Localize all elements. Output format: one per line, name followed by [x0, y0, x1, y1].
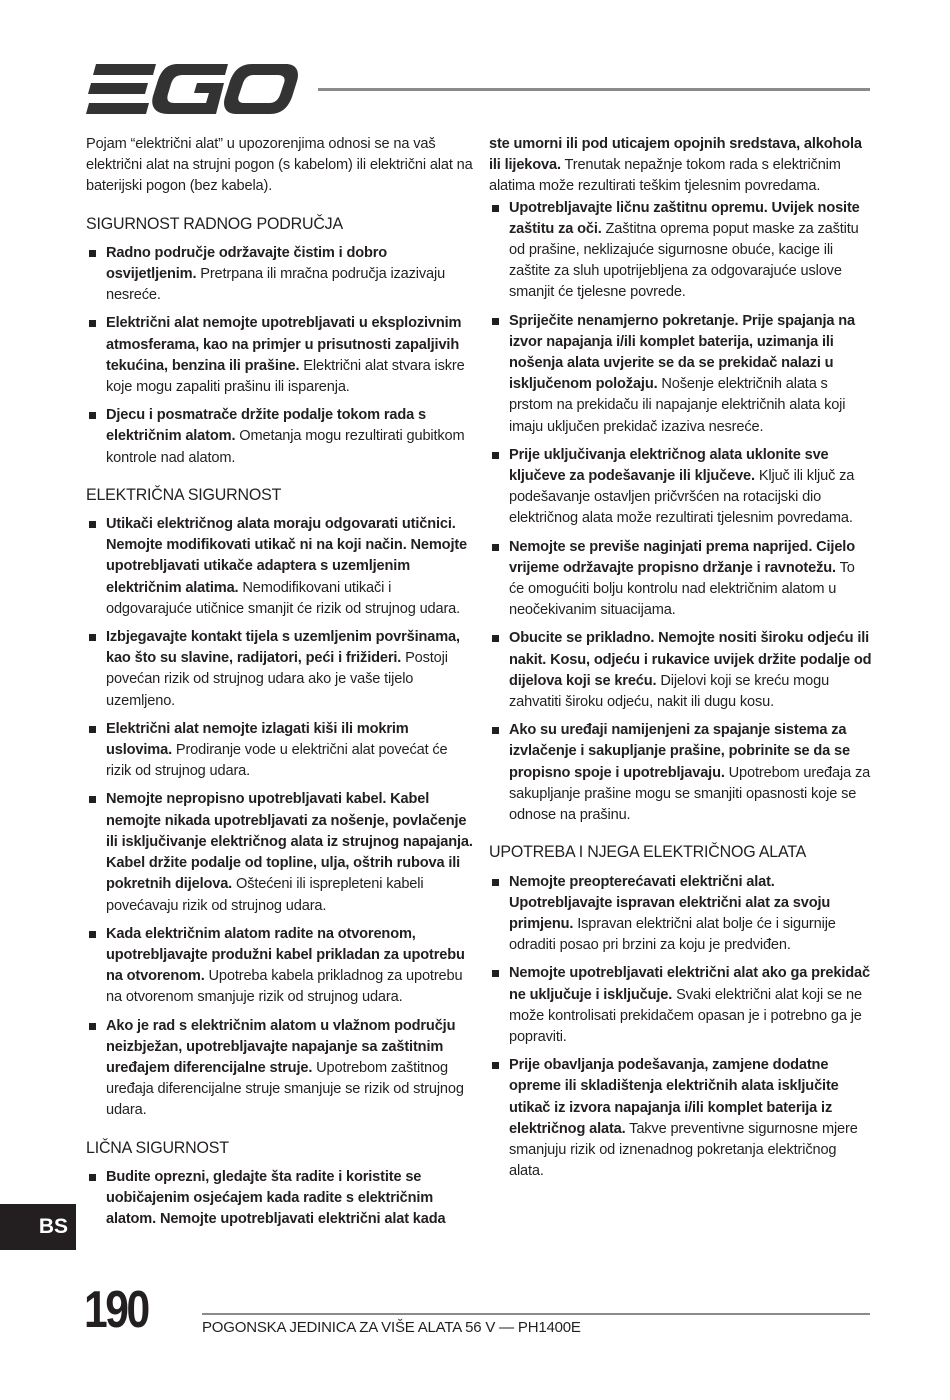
- footer-rule: [202, 1313, 870, 1315]
- list-item: Upotrebljavajte ličnu zaštitnu opremu. Uvijek nosite zaštitu za oči. Zaštitna oprema poput maske za zaštitu od prašine, neklizajuće sigurnosne obuće, kacige ili zaštite za sluh upotrijebljena za odgovarajuće uslove smanjit će tjelesne povrede.: [489, 198, 873, 304]
- list-item: Obucite se prikladno. Nemojte nositi široku odjeću ili nakit. Kosu, odjeću i rukavice uvijek držite podalje od dijelova koji se kreću. Dijelovi koji se kreću mogu zahvatiti široku odjeću, nakit ili dugu kosu.: [489, 628, 873, 713]
- right-column: [489, 134, 873, 1189]
- list-item: Prije uključivanja električnog alata uklonite sve ključeve za podešavanje ili ključeve. Ključ ili ključ za podešavanje ostavljen pričvršćen na rotacijski dio električnog alata može rezultirati tjelesnim povredama.: [489, 445, 873, 530]
- list-item: Kada električnim alatom radite na otvorenom, upotrebljavajte produžni kabel prikladan za upotrebu na otvorenom. Upotreba kabela prikladnog za upotrebu na otvorenom smanjuje rizik od strujnog udara.: [86, 924, 474, 1009]
- list-item: Utikači električnog alata moraju odgovarati utičnici. Nemojte modifikovati utikač ni na koji način. Nemojte upotrebljavati utikače adaptera s uzemljenim električnim alatima. Nemodifikovani utikači i odgovarajuće utičnice smanjit će rizik od strujnog udara.: [86, 514, 474, 620]
- continued-item: ste umorni ili pod uticajem opojnih sredstava, alkohola ili lijekova. Trenutak nepažnje tokom rada s električnim alatima može rezultirati teškim tjelesnim povredama.: [489, 136, 862, 195]
- list-item: Nemojte upotrebljavati električni alat ako ga prekidač ne uključuje i isključuje. Svaki električni alat koji se ne može kontrolisati prekidačem opasan je i potrebno ga je popraviti.: [489, 963, 873, 1048]
- bullet-list: [86, 243, 474, 469]
- section-heading: SIGURNOST RADNOG PODRUČJA: [86, 215, 343, 234]
- list-item: Nemojte se previše naginjati prema naprijed. Cijelo vrijeme održavajte propisno držanje i ravnotežu. To će omogućiti bolju kontrolu nad električnim alatom u neočekivanim situacijama.: [489, 537, 873, 622]
- list-item: Električni alat nemojte izlagati kiši ili mokrim uslovima. Prodiranje vode u električni alat povećat će rizik od strujnog udara.: [86, 719, 474, 783]
- header-rule: [318, 88, 870, 91]
- list-item: Električni alat nemojte upotrebljavati u eksplozivnim atmosferama, kao na primjer u prisutnosti zapaljivih tekućina, benzina ili prašine. Električni alat stvara iskre koje mogu zapaliti prašinu ili isparenja.: [86, 313, 474, 398]
- bullet-list: [86, 1167, 474, 1231]
- bullet-list: [86, 514, 474, 1121]
- language-tab: BS: [0, 1204, 76, 1250]
- list-item: Ako je rad s električnim alatom u vlažnom području neizbježan, upotrebljavajte napajanje sa zaštitnim uređajem diferencijalne struje. Upotrebom zaštitnog uređaja diferencijalne struje smanjuje se rizik od strujnog udara.: [86, 1016, 474, 1122]
- list-item: Budite oprezni, gledajte šta radite i koristite se uobičajenim osjećajem kada radite s električnim alatom. Nemojte upotrebljavati električni alat kada: [86, 1167, 474, 1231]
- list-item: Radno područje održavajte čistim i dobro osvijetljenim. Pretrpana ili mračna područja izazivaju nesreće.: [86, 243, 474, 307]
- list-item: Ako su uređaji namijenjeni za spajanje sistema za izvlačenje i sakupljanje prašine, pobrinite se da se propisno spoje i upotrebljavaju. Upotrebom uređaja za sakupljanje prašine mogu se smanjiti opasnosti koje se odnose na prašinu.: [489, 720, 873, 826]
- section-heading: LIČNA SIGURNOST: [86, 1139, 229, 1157]
- intro-paragraph: Pojam “električni alat” u upozorenjima odnosi se na vaš električni alat na strujni pogon (s kabelom) ili električni alat na baterijski pogon (bez kabela).: [86, 136, 473, 195]
- list-item: Spriječite nenamjerno pokretanje. Prije spajanja na izvor napajanja i/ili komplet baterija, uzimanja ili nošenja alata uvjerite se da se prekidač nalazi u isključenom položaju. Nošenje električnih alata s prstom na prekidaču ili napajanje električnih alata koji imaju uključen prekidač izaziva nesreće.: [489, 311, 873, 438]
- list-item: Nemojte nepropisno upotrebljavati kabel. Kabel nemojte nikada upotrebljavati za nošenje, povlačenje ili isključivanje električnog alata iz strujnog napajanja. Kabel držite podalje od topline, ulja, oštrih rubova ili pokretnih dijelova. Oštećeni ili isprepleteni kabeli povećavaju rizik od strujnog udara.: [86, 789, 474, 916]
- section-heading: UPOTREBA I NJEGA ELEKTRIČNOG ALATA: [489, 843, 807, 862]
- list-item: Djecu i posmatrače držite podalje tokom rada s električnim alatom. Ometanja mogu rezultirati gubitkom kontrole nad alatom.: [86, 405, 474, 469]
- footer-product-title: POGONSKA JEDINICA ZA VIŠE ALATA 56 V — PH1400E: [202, 1319, 581, 1336]
- page-number: 190: [84, 1281, 148, 1339]
- section-heading: ELEKTRIČNA SIGURNOST: [86, 486, 282, 505]
- bullet-list: [489, 198, 873, 827]
- list-item: Nemojte preopterećavati električni alat. Upotrebljavajte ispravan električni alat za svoju primjenu. Ispravan električni alat bolje će i sigurnije odraditi posao pri brzini za koju je predviđen.: [489, 872, 873, 957]
- left-column: [86, 134, 474, 1237]
- list-item: Izbjegavajte kontakt tijela s uzemljenim površinama, kao što su slavine, radijatori, peći i frižideri. Postoji povećan rizik od strujnog udara ako je vaše tijelo uzemljeno.: [86, 627, 474, 712]
- bullet-list: [489, 872, 873, 1183]
- list-item: Prije obavljanja podešavanja, zamjene dodatne opreme ili skladištenja električnih alata isključite utikač iz izvora napajanja i/ili komplet baterija iz električnog alata. Takve preventivne sigurnosne mjere smanjuju rizik od iznenadnog pokretanja električnog alata.: [489, 1055, 873, 1182]
- ego-logo: [86, 64, 298, 114]
